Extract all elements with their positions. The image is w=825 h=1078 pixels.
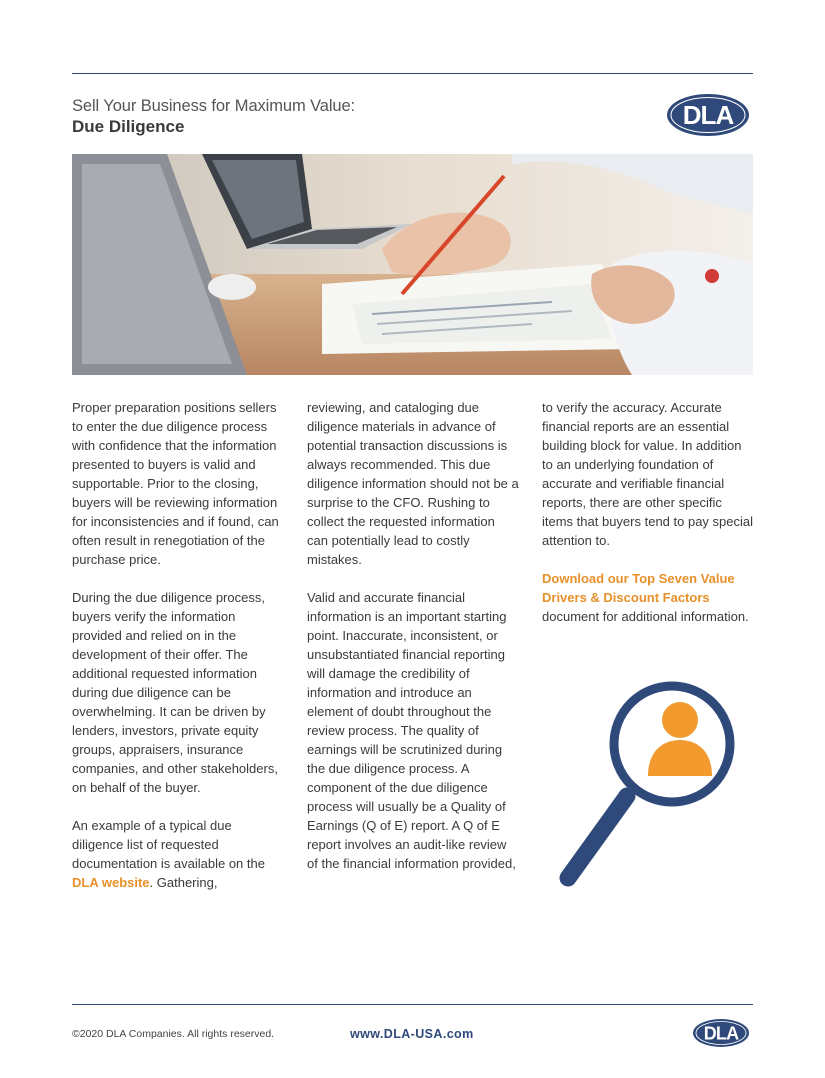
paragraph: Valid and accurate financial information is an important starting point. Inaccurate, inconsistent, or unsubstantiated financial reporting will damage the credibility of information and introduce an element of doubt throughout the review process. The quality of earnings will be scrutinized during the due diligence process. A component of the due diligence process will usually be a Quality of Earnings (Q of E) report. A Q of E report involves an audit-like review of the financial information provided, <box>307 590 516 871</box>
magnifier-person-icon <box>552 678 757 893</box>
bottom-divider <box>72 1004 753 1005</box>
svg-text:DLA: DLA <box>703 1023 739 1044</box>
business-meeting-photo <box>72 154 753 375</box>
paragraph-text: An example of a typical due diligence list of requested documentation is available on the <box>72 818 265 871</box>
body-column-1 <box>72 398 284 911</box>
footer-copyright: ©2020 DLA Companies. All rights reserved. <box>72 1028 275 1040</box>
paragraph: Proper preparation positions sellers to enter the due diligence process with confidence that the information presented to buyers is valid and supportable. Prior to the closing, buyers will be reviewing information for inconsistencies and if found, can often result in renegotiation of the purchase price. <box>72 400 279 567</box>
paragraph: reviewing, and cataloging due diligence materials in advance of potential transaction discussions is always recommended. This due diligence information should not be a surprise to the CFO. Rushing to collect the requested information can potentially lead to costly mistakes. <box>307 400 519 567</box>
paragraph: to verify the accuracy. Accurate financial reports are an essential building block for value. In addition to an underlying foundation of accurate and verifiable financial reports, there are other specific items that buyers tend to pay special attention to. <box>542 400 754 548</box>
dla-website-link[interactable]: DLA website <box>72 875 150 890</box>
magnifying-glass-icon <box>552 678 757 893</box>
paragraph-text: document for additional information. <box>542 609 749 624</box>
title-block <box>72 96 355 138</box>
page-title: Due Diligence <box>72 117 185 136</box>
download-value-drivers-link[interactable]: Download our Top Seven Value Drivers & Discount Factors <box>542 571 735 605</box>
svg-text:DLA: DLA <box>682 100 734 130</box>
body-column-3 <box>542 398 754 645</box>
paragraph <box>542 569 754 626</box>
top-divider <box>72 73 753 74</box>
body-column-2 <box>307 398 519 892</box>
dla-logo <box>666 93 750 137</box>
paragraph-text: . Gathering, <box>149 875 218 890</box>
paragraph <box>72 816 284 892</box>
footer-website-link[interactable]: www.DLA-USA.com <box>350 1027 474 1041</box>
dla-logo-mark <box>692 1018 750 1048</box>
hero-photo <box>72 154 753 375</box>
footer-dla-logo <box>692 1018 750 1048</box>
dla-logo-mark <box>666 93 750 137</box>
page-subtitle: Sell Your Business for Maximum Value: <box>72 97 356 115</box>
paragraph: During the due diligence process, buyers verify the information provided and relied on in the development of their offer. The additional requested information during due diligence can be overwhelming. It can be driven by lenders, investors, private equity groups, appraisers, insurance companies, and other stakeholders, on behalf of the buyer. <box>72 590 278 795</box>
